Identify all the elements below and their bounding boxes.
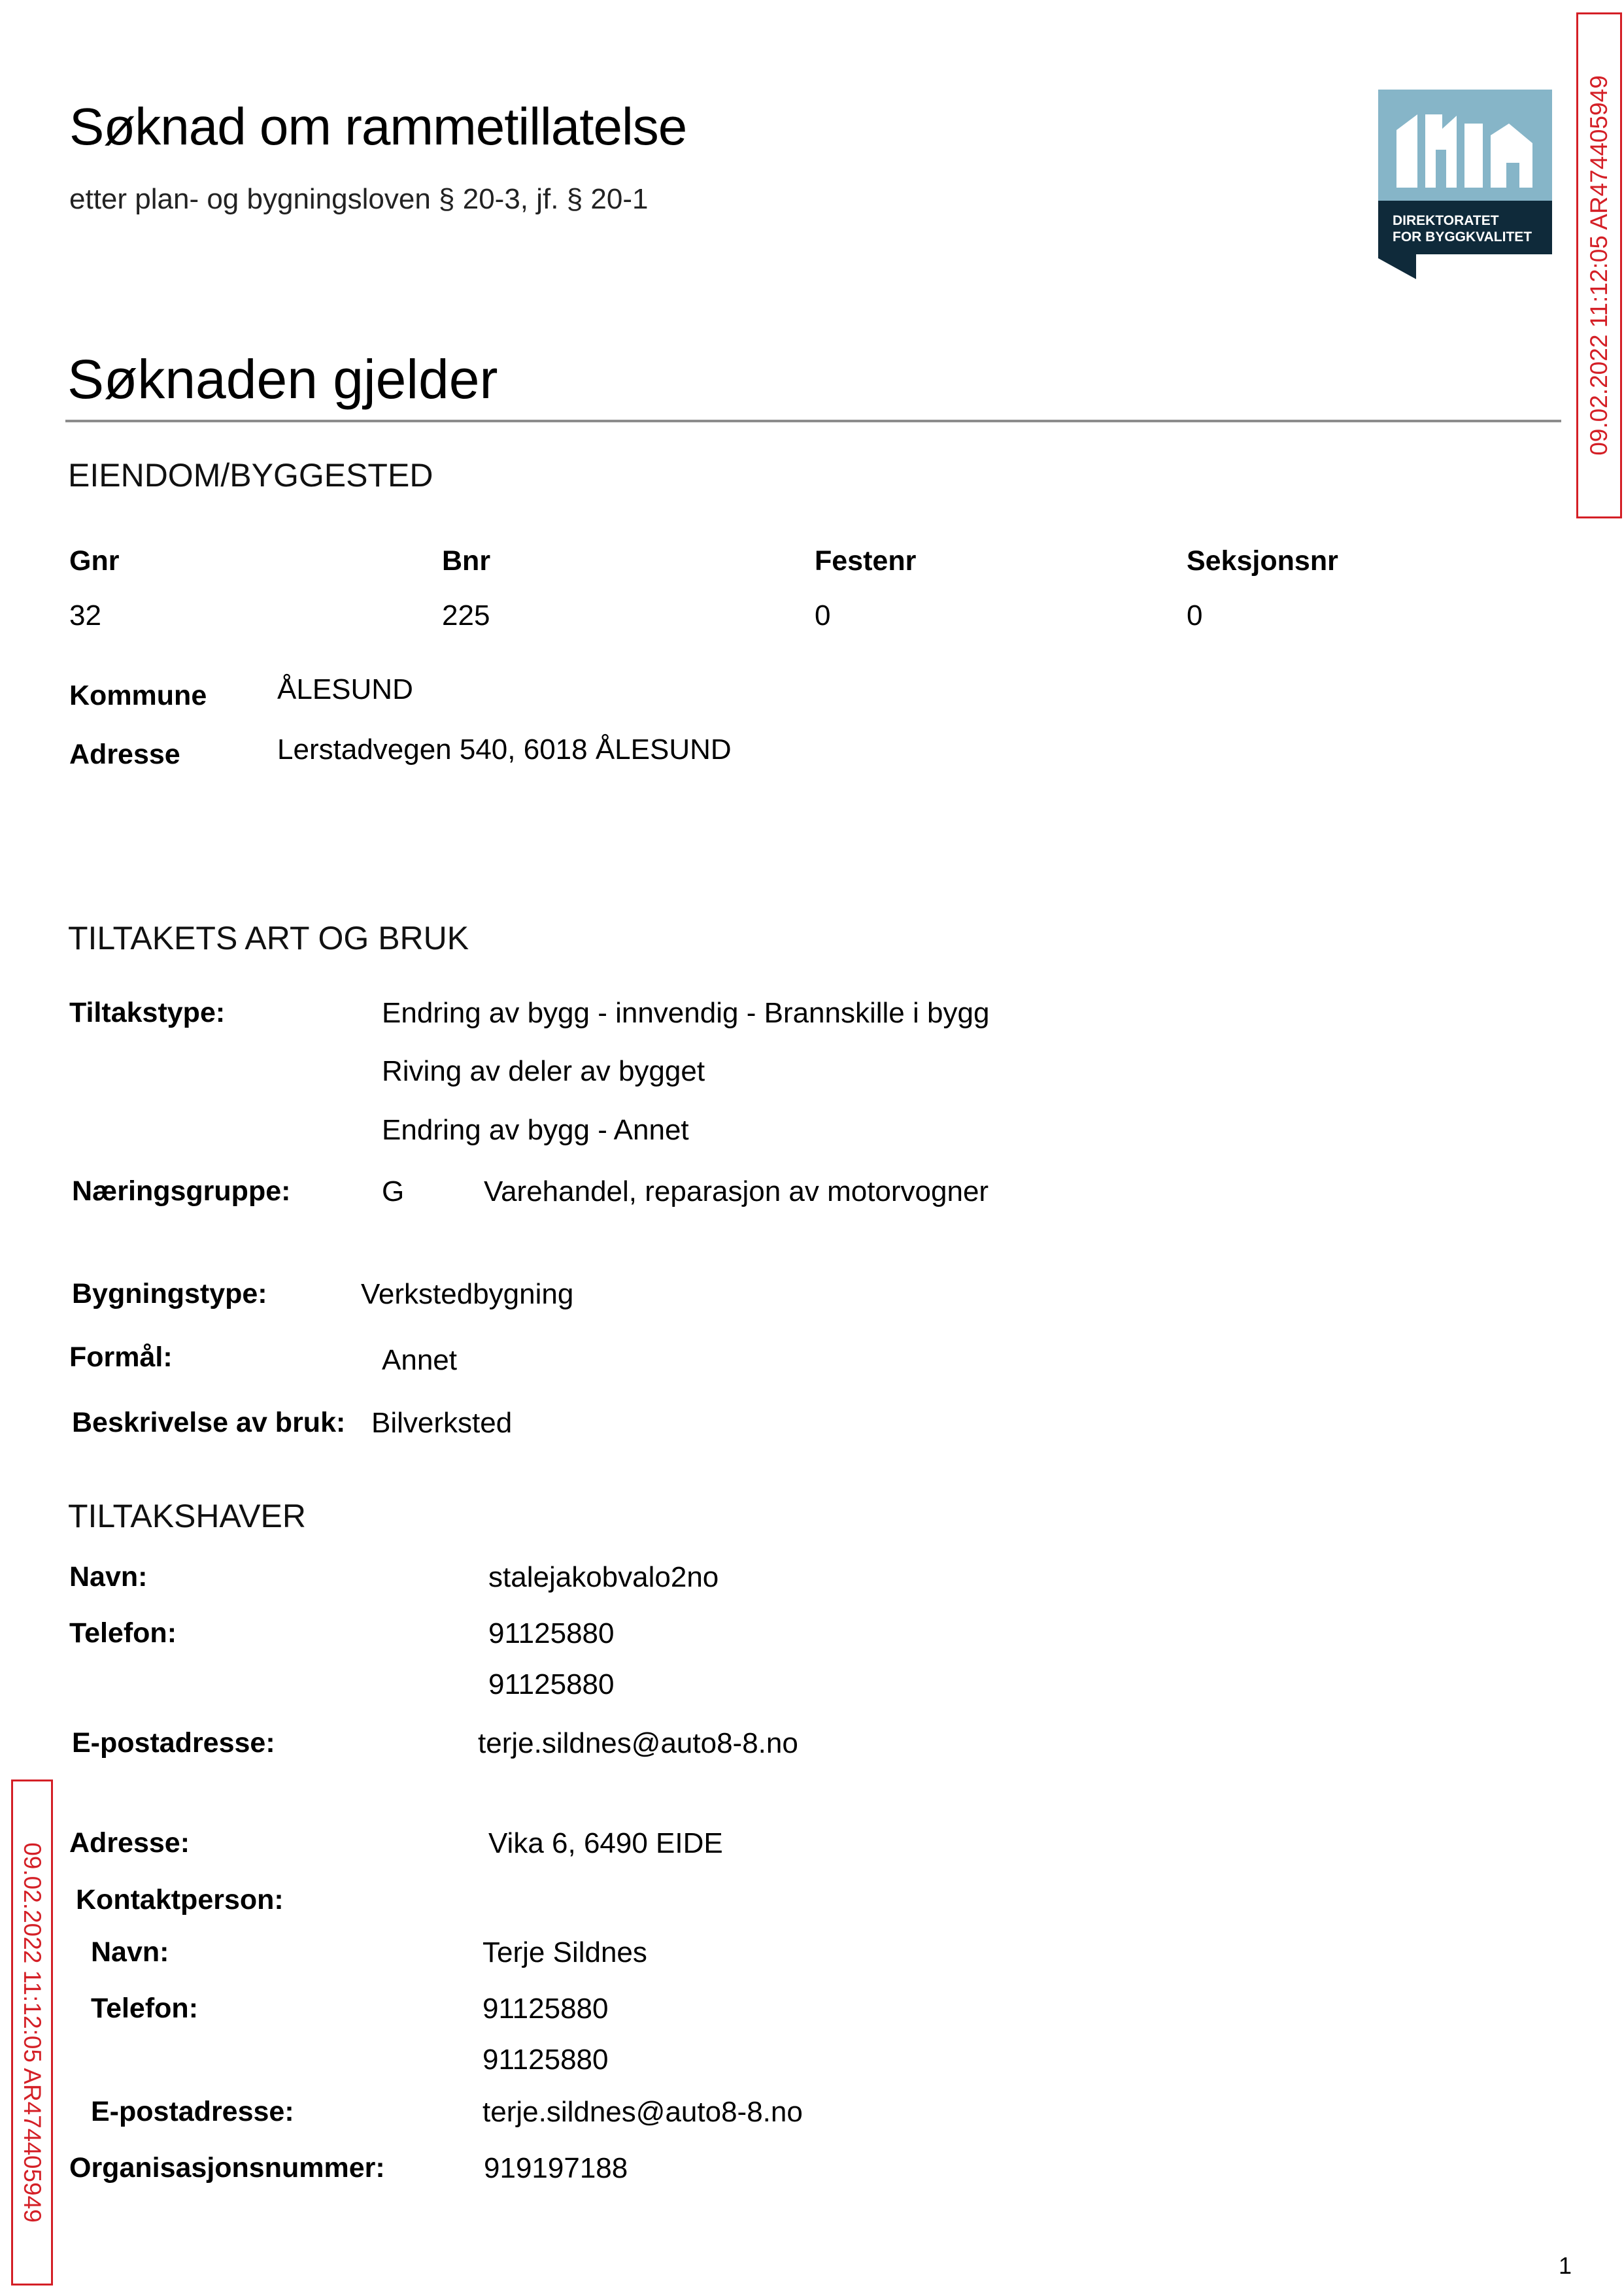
- logo-text-line2: FOR BYGGKVALITET: [1393, 229, 1532, 245]
- formaal-value: Annet: [382, 1344, 457, 1376]
- naeringsgruppe-code: G: [382, 1175, 405, 1207]
- adresse-value: Vika 6, 6490 EIDE: [488, 1827, 723, 1859]
- orgnr-value: 919197188: [484, 2152, 628, 2184]
- tiltakstype-value: Riving av deler av bygget: [382, 1055, 705, 1087]
- kommune-label: Kommune: [69, 680, 207, 711]
- section-heading: Søknaden gjelder: [67, 348, 498, 410]
- page-number: 1: [1559, 2252, 1572, 2279]
- bygningstype-label: Bygningstype:: [72, 1278, 267, 1309]
- gnr-value: 32: [69, 599, 101, 632]
- kontakt-telefon-label: Telefon:: [91, 1993, 199, 2024]
- eiendom-heading: EIENDOM/BYGGESTED: [68, 457, 433, 494]
- logo-text-line1: DIREKTORATET: [1393, 213, 1499, 228]
- gnr-label: Gnr: [69, 545, 120, 577]
- beskrivelse-value: Bilverksted: [371, 1407, 513, 1439]
- naeringsgruppe-text: Varehandel, reparasjon av motorvogner: [484, 1175, 989, 1207]
- seksjonsnr-value: 0: [1187, 599, 1203, 632]
- bnr-value: 225: [442, 599, 490, 632]
- seksjonsnr-label: Seksjonsnr: [1187, 545, 1338, 577]
- formaal-label: Formål:: [69, 1341, 173, 1373]
- navn-label: Navn:: [69, 1561, 148, 1593]
- orgnr-label: Organisasjonsnummer:: [69, 2152, 385, 2184]
- kontakt-navn-label: Navn:: [91, 1936, 169, 1968]
- received-stamp-side: [11, 1780, 53, 2286]
- tiltakshaver-heading: TILTAKSHAVER: [68, 1498, 306, 1534]
- bygningstype-value: Verkstedbygning: [361, 1278, 574, 1310]
- tiltakstype-value: Endring av bygg - Annet: [382, 1114, 689, 1146]
- stamp-text: 09.02.2022 11:12:05 AR474405949: [1585, 75, 1612, 456]
- kontakt-telefon-value: 91125880: [482, 1993, 609, 2025]
- section-divider: [65, 420, 1561, 422]
- adresse-value: Lerstadvegen 540, 6018 ÅLESUND: [277, 734, 732, 766]
- navn-value: stalejakobvalo2no: [488, 1561, 719, 1593]
- kommune-value: ÅLESUND: [277, 673, 413, 705]
- stamp-text: 09.02.2022 11:12:05 AR474405949: [19, 1842, 46, 2223]
- tiltakstype-value: Endring av bygg - innvendig - Brannskille i bygg: [382, 997, 990, 1029]
- bnr-label: Bnr: [442, 545, 491, 577]
- adresse-label: Adresse:: [69, 1827, 190, 1859]
- kontakt-telefon-value: 91125880: [482, 2044, 609, 2076]
- epost-label: E-postadresse:: [72, 1727, 275, 1759]
- telefon-value: 91125880: [488, 1617, 615, 1649]
- tiltakstype-label: Tiltakstype:: [69, 997, 226, 1028]
- adresse-label: Adresse: [69, 739, 180, 770]
- kontakt-epost-value: terje.sildnes@auto8-8.no: [482, 2096, 803, 2128]
- festenr-value: 0: [815, 599, 831, 632]
- festenr-label: Festenr: [815, 545, 917, 577]
- naeringsgruppe-label: Næringsgruppe:: [72, 1175, 291, 1207]
- document-subtitle: etter plan- og bygningsloven § 20-3, jf. § 20-1: [69, 183, 649, 215]
- kontakt-epost-label: E-postadresse:: [91, 2096, 294, 2127]
- beskrivelse-label: Beskrivelse av bruk:: [72, 1407, 346, 1438]
- kontakt-navn-value: Terje Sildnes: [482, 1936, 647, 1968]
- tiltak-heading: TILTAKETS ART OG BRUK: [68, 920, 469, 956]
- kontaktperson-label: Kontaktperson:: [76, 1884, 284, 1915]
- telefon-value: 91125880: [488, 1668, 615, 1700]
- received-stamp-top: [1576, 12, 1622, 518]
- telefon-label: Telefon:: [69, 1617, 177, 1649]
- epost-value: terje.sildnes@auto8-8.no: [478, 1727, 798, 1759]
- dibk-logo: [1378, 90, 1552, 279]
- document-title: Søknad om rammetillatelse: [69, 97, 687, 156]
